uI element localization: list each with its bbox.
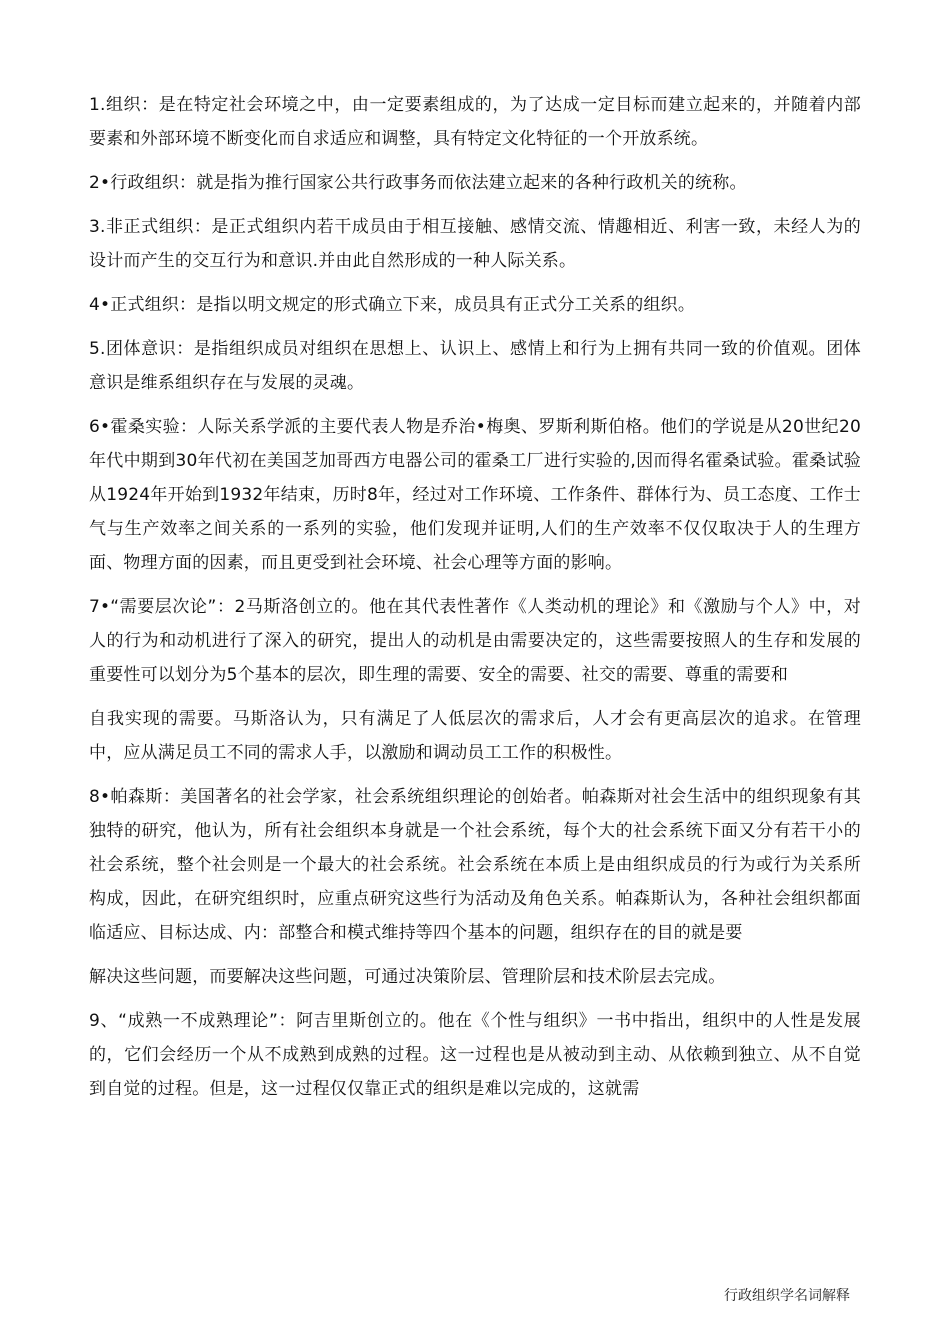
paragraph-maturity-theory: 9、“成熟一不成熟理论”：阿吉里斯创立的。他在《个性与组织》一书中指出，组织中的人性是发展的，它们会经历一个从不成熟到成熟的过程。这一过程也是从被动到主动、从依赖到独立、从不自觉到自觉的过程。但是，这一过程仅仅靠正式的组织是难以完成的，这就需 bbox=[89, 1011, 861, 1099]
paragraph-formal-organization: 4•正式组织：是指以明文规定的形式确立下来，成员具有正式分工关系的组织。 bbox=[89, 295, 696, 315]
paragraph-hierarchy-of-needs-continued: 自我实现的需要。马斯洛认为，只有满足了人低层次的需求后，人才会有更高层次的追求。在管理中，应从满足员工不同的需求人手，以激励和调动员工工作的积极性。 bbox=[89, 709, 861, 763]
paragraph-hawthorne-experiment: 6•霍桑实验：人际关系学派的主要代表人物是乔治•梅奥、罗斯利斯伯格。他们的学说是从20世纪20年代中期到30年代初在美国芝加哥西方电器公司的霍桑工厂进行实验的,因而得名霍桑试验。霍桑试验从1924年开始到1932年结束，历时8年，经过对工作环境、工作条件、群体行为、员工态度、工作士气与生产效率之间关系的一系列的实验，他们发现并证明,人们的生产效率不仅仅取决于人的生理方面、物理方面的因素，而且更受到社会环境、社会心理等方面的影响。 bbox=[89, 417, 861, 573]
paragraph-parsons: 8•帕森斯：美国著名的社会学家，社会系统组织理论的创始者。帕森斯对社会生活中的组织现象有其独特的研究，他认为，所有社会组织本身就是一个社会系统，每个大的社会系统下面又分有若干小的社会系统，整个社会则是一个最大的社会系统。社会系统在本质上是由组织成员的行为或行为关系所构成，因此，在研究组织时，应重点研究这些行为活动及角色关系。帕森斯认为，各种社会组织都面临适应、目标达成、内：部整合和模式维持等四个基本的问题，组织存在的目的就是要 bbox=[89, 787, 861, 943]
paragraph-group-consciousness: 5.团体意识：是指组织成员对组织在思想上、认识上、感情上和行为上拥有共同一致的价值观。团体意识是维系组织存在与发展的灵魂。 bbox=[89, 339, 861, 393]
paragraph-hierarchy-of-needs: 7•“需要层次论”：2马斯洛创立的。他在其代表性著作《人类动机的理论》和《激励与个人》中，对人的行为和动机进行了深入的研究，提出人的动机是由需要决定的，这些需要按照人的生存和发展的重要性可以划分为5个基本的层次，即生理的需要、安全的需要、社交的需要、尊重的需要和 bbox=[89, 597, 861, 685]
document-body bbox=[89, 88, 861, 1116]
paragraph-organization: 1.组织：是在特定社会环境之中，由一定要素组成的，为了达成一定目标而建立起来的，并随着内部要素和外部环境不断变化而自求适应和调整，具有特定文化特征的一个开放系统。 bbox=[89, 95, 861, 149]
paragraph-administrative-organization: 2•行政组织：就是指为推行国家公共行政事务而依法建立起来的各种行政机关的统称。 bbox=[89, 173, 747, 193]
paragraph-informal-organization: 3.非正式组织：是正式组织内若干成员由于相互接触、感情交流、情趣相近、利害一致，未经人为的设计而产生的交互行为和意识.并由此自然形成的一种人际关系。 bbox=[89, 217, 861, 271]
page-footer: 行政组织学名词解释 bbox=[724, 1288, 850, 1304]
paragraph-parsons-continued: 解决这些问题，而要解决这些问题，可通过决策阶层、管理阶层和技术阶层去完成。 bbox=[89, 967, 726, 987]
